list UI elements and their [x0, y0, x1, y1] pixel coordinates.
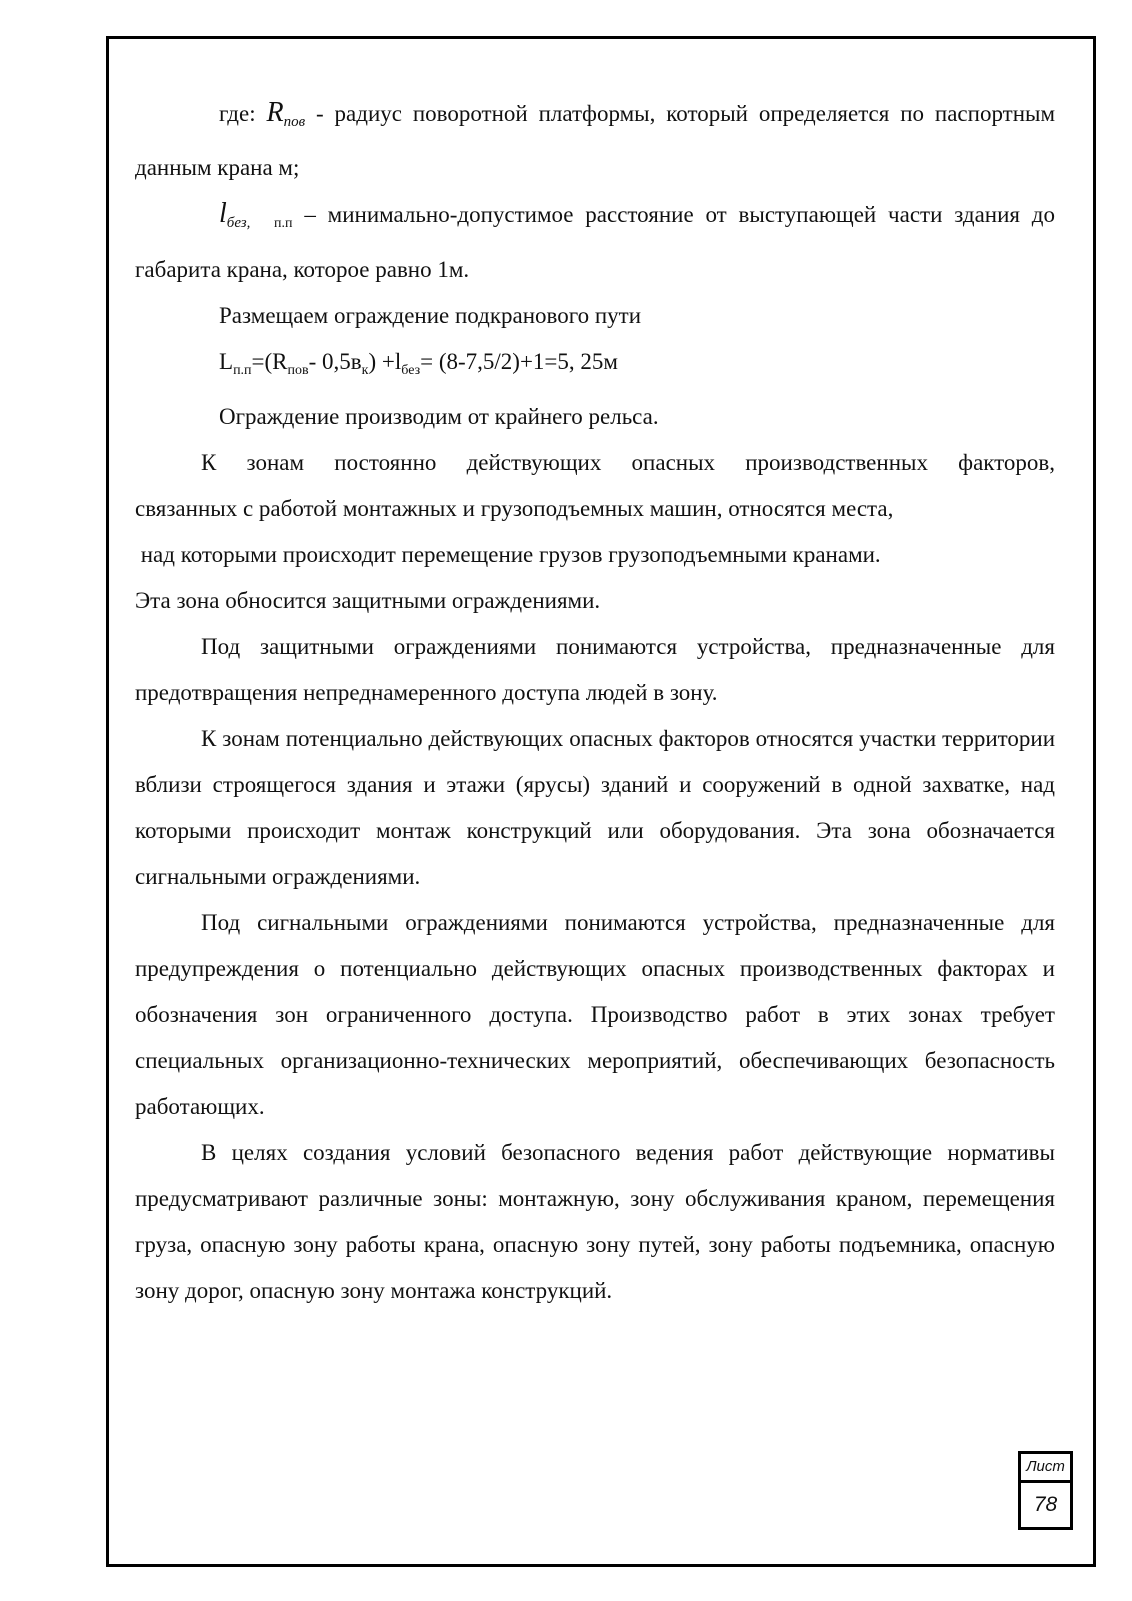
rpov-definition-text: - радиус поворотной платформы, который определяется по паспортным данным крана м; — [135, 101, 1056, 180]
formula-line — [135, 339, 1055, 394]
permanent-zones-line-1: К зонам постоянно действующих опасных производственных факторов, — [201, 450, 1055, 475]
var-l-subscript-2: п.п — [274, 216, 293, 231]
sheet-stamp — [1018, 1451, 1073, 1530]
paragraph-fence-placement: Размещаем ограждение подкранового пути — [219, 303, 641, 328]
page-content — [135, 90, 1055, 1314]
formula-b-sub: к — [361, 363, 369, 378]
formula-l: L — [219, 349, 234, 374]
permanent-zones-line-3: над которыми происходит перемещение грузов грузоподъемными кранами. — [135, 542, 881, 567]
paragraph-lbez-definition — [135, 191, 1055, 293]
paragraph-permanent-zones — [135, 440, 1055, 624]
permanent-zones-line-2: связанных с работой монтажных и грузоподъемных машин, относятся места, — [135, 496, 894, 521]
var-l: l — [219, 198, 227, 229]
paragraph-fence-from-rail: Ограждение производим от крайнего рельса. — [219, 404, 659, 429]
paragraph-safety-zones: В целях создания условий безопасного ведения работ действующие нормативы предусматривают различные зоны: монтажную, зону обслуживания краном, перемещения груза, опасную зону работы крана, опасную зону путей, зону работы подъемника, опасную зону дорог, опасную зону монтажа конструкций. — [135, 1140, 1055, 1303]
permanent-zones-line-4: Эта зона обносится защитными ограждениями. — [135, 588, 601, 613]
paragraph-protective-fences: Под защитными ограждениями понимаются устройства, предназначенные для предотвращения непреднамеренного доступа людей в зону. — [135, 634, 1055, 705]
formula-part-1: =(R — [251, 349, 288, 374]
formula-r-sub: пов — [287, 363, 309, 378]
paragraph-signal-fences: Под сигнальными ограждениями понимаются устройства, предназначенные для предупреждения о потенциально действующих опасных производственных факторах и обозначения зон ограниченного доступа. Производство работ в этих зонах требует специальных организационно-технических мероприятий, обеспечивающих безопасность работающих. — [135, 910, 1055, 1119]
where-word: где: — [219, 101, 267, 126]
paragraph-potential-zones: К зонам потенциально действующих опасных факторов относятся участки территории вблизи строящегося здания и этажи (ярусы) зданий и сооружений в одной захватке, над которыми происходит монтаж конструкций или оборудования. Эта зона обозначается сигнальными ограждениями. — [135, 726, 1055, 889]
lbez-definition-text: – минимально-допустимое расстояние от выступающей части здания до габарита крана, которое равно 1м. — [135, 202, 1055, 282]
formula-l-sub: п.п — [233, 363, 252, 378]
paragraph-rpov-definition — [135, 90, 1055, 191]
formula-part-2: - 0,5в — [308, 349, 362, 374]
sheet-label: Лист — [1021, 1454, 1070, 1483]
formula-part-3: ) +l — [368, 349, 402, 374]
var-r-subscript: пов — [283, 114, 306, 130]
formula-l-bez-sub: без — [401, 363, 421, 378]
formula-part-4: = (8-7,5/2)+1=5, 25м — [420, 349, 618, 374]
var-r: R — [266, 97, 284, 128]
sheet-page-number: 78 — [1033, 1493, 1058, 1516]
var-l-subscript: без, — [226, 215, 251, 231]
